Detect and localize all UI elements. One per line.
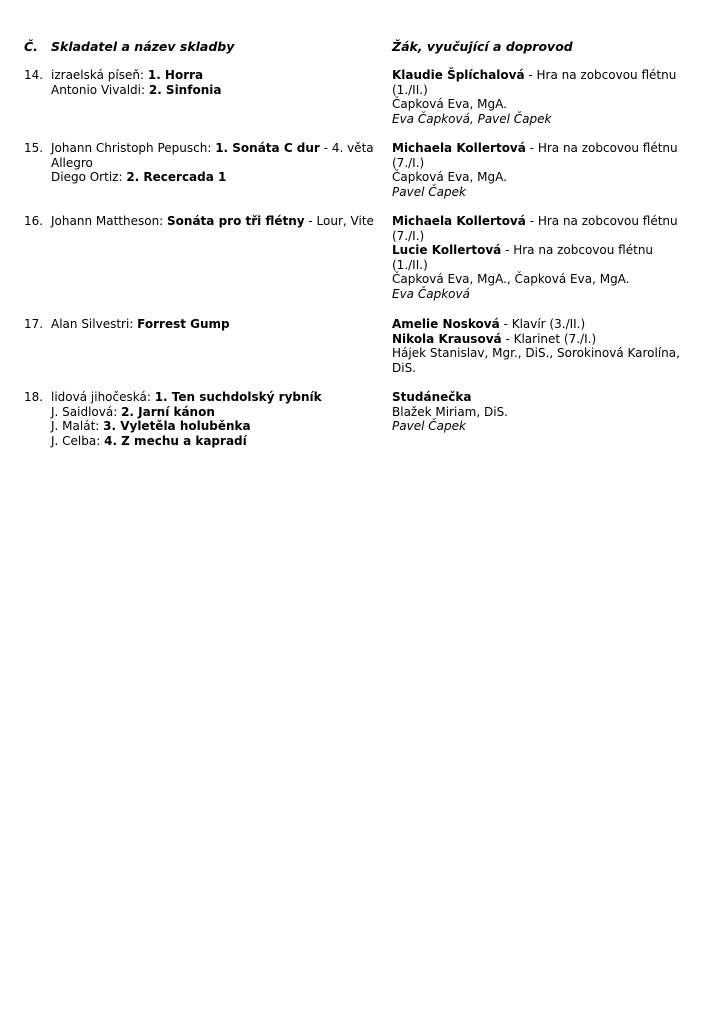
- item-number: 15.: [24, 141, 44, 155]
- piece-line: [51, 68, 387, 83]
- bold-text: Michaela Kollertová: [392, 214, 526, 228]
- bold-text: Lucie Kollertová: [392, 243, 502, 258]
- program-page: [24, 39, 694, 448]
- performer-line: [392, 141, 692, 170]
- piece-line: [51, 405, 387, 420]
- item-number: 18.: [24, 390, 44, 404]
- performer-line: [392, 346, 692, 375]
- italic-text: Pavel Čapek: [392, 419, 466, 434]
- performer-cell: [392, 68, 692, 126]
- text: J. Saidlová:: [51, 404, 122, 419]
- piece-line: [51, 317, 387, 332]
- piece-line: [51, 83, 387, 98]
- bold-text: 4. Z mechu a kapradí: [104, 433, 247, 448]
- bold-text: Klaudie Šplíchalová: [392, 68, 525, 82]
- performer-cell: [392, 390, 692, 434]
- performer-line: [392, 287, 692, 302]
- header-number: Č.: [24, 39, 38, 54]
- bold-text: Forrest Gump: [137, 317, 230, 331]
- piece-line: [51, 434, 387, 449]
- italic-text: Eva Čapková, Pavel Čapek: [392, 111, 552, 126]
- text: J. Celba:: [51, 433, 105, 448]
- italic-text: Pavel Čapek: [392, 184, 466, 199]
- text: Čapková Eva, MgA.: [392, 97, 507, 112]
- text: - Hra na zobcovou flétnu (7./I.): [392, 214, 678, 243]
- piece-line: [51, 419, 387, 434]
- performer-cell: [392, 141, 692, 199]
- bold-text: 2. Jarní kánon: [121, 404, 215, 419]
- performer-line: [392, 185, 692, 200]
- bold-text: 3. Vyletěla holuběnka: [103, 419, 251, 434]
- header-composer: Skladatel a název skladby: [51, 39, 235, 54]
- bold-text: 1. Sonáta C dur: [215, 141, 320, 155]
- composer-cell: [51, 390, 387, 448]
- composer-cell: [51, 141, 387, 185]
- text: - Klavír (3./II.): [499, 317, 586, 331]
- performer-cell: [392, 214, 692, 302]
- bold-text: Michaela Kollertová: [392, 141, 526, 155]
- piece-line: [51, 170, 387, 185]
- text: - Hra na zobcovou flétnu (7./I.): [392, 141, 678, 170]
- performer-line: [392, 272, 692, 287]
- piece-line: [51, 141, 387, 170]
- bold-text: 2. Recercada 1: [126, 170, 227, 185]
- text: - Hra na zobcovou flétnu (1./II.): [392, 68, 677, 97]
- text: - Klarinet (7./I.): [501, 331, 597, 346]
- bold-text: Studánečka: [392, 390, 472, 404]
- text: J. Malát:: [51, 419, 104, 434]
- performer-line: [392, 97, 692, 112]
- composer-cell: [51, 317, 387, 332]
- performer-line: [392, 170, 692, 185]
- text: Čapková Eva, MgA., Čapková Eva, MgA.: [392, 272, 630, 287]
- bold-text: Nikola Krausová: [392, 331, 502, 346]
- text: Čapková Eva, MgA.: [392, 170, 507, 185]
- item-number: 17.: [24, 317, 44, 331]
- piece-line: [51, 214, 387, 229]
- bold-text: Sonáta pro tři flétny: [167, 214, 305, 228]
- text: - Hra na zobcovou flétnu (1./II.): [392, 243, 654, 272]
- bold-text: Amelie Nosková: [392, 317, 500, 331]
- composer-cell: [51, 68, 387, 97]
- text: Antonio Vivaldi:: [51, 82, 149, 97]
- bold-text: 1. Ten suchdolský rybník: [154, 390, 322, 404]
- text: Johann Mattheson:: [51, 214, 168, 228]
- performer-line: [392, 243, 692, 272]
- performer-line: [392, 112, 692, 127]
- text: izraelská píseň:: [51, 68, 148, 82]
- performer-line: [392, 390, 692, 405]
- performer-line: [392, 214, 692, 243]
- text: Johann Christoph Pepusch:: [51, 141, 216, 155]
- italic-text: Eva Čapková: [392, 286, 470, 301]
- item-number: 14.: [24, 68, 44, 82]
- text: Hájek Stanislav, Mgr., DiS., Sorokinová Karolína, DiS.: [392, 346, 680, 375]
- piece-line: [51, 390, 387, 405]
- text: - 4. věta Allegro: [51, 141, 374, 170]
- table-header: [24, 40, 694, 55]
- performer-line: [392, 68, 692, 97]
- performer-line: [392, 332, 692, 347]
- text: Diego Ortiz:: [51, 170, 127, 185]
- performer-cell: [392, 317, 692, 375]
- performer-line: [392, 317, 692, 332]
- text: lidová jihočeská:: [51, 390, 155, 404]
- header-performer: Žák, vyučující a doprovod: [392, 39, 573, 54]
- text: Alan Silvestri:: [51, 317, 138, 331]
- performer-line: [392, 419, 692, 434]
- text: - Lour, Vite: [304, 214, 374, 228]
- bold-text: 1. Horra: [147, 68, 204, 82]
- bold-text: 2. Sinfonia: [148, 82, 222, 97]
- item-number: 16.: [24, 214, 44, 228]
- performer-line: [392, 405, 692, 420]
- composer-cell: [51, 214, 387, 229]
- text: Blažek Miriam, DiS.: [392, 404, 508, 419]
